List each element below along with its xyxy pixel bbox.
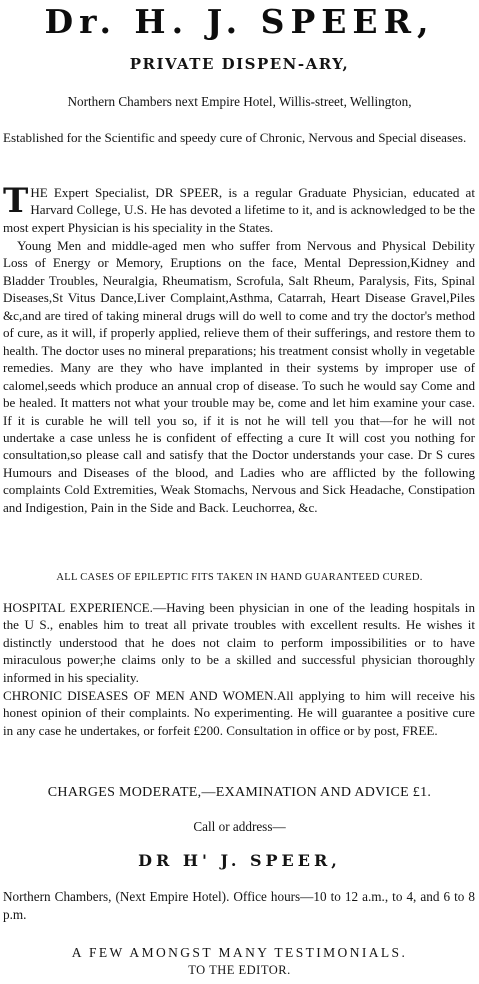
chronic-diseases-paragraph <box>3 687 475 739</box>
advert-title: Dr. H. J. SPEER, <box>44 2 435 41</box>
testimonials-heading: A FEW AMONGST MANY TESTIMONIALS. <box>71 945 408 960</box>
charges-line: CHARGES MODERATE,—EXAMINATION AND ADVICE £1. <box>47 785 432 800</box>
advert-subtitle: PRIVATE DISPEN-ARY, <box>129 55 350 73</box>
address-line: Northern Chambers next Empire Hotel, Willis-street, Wellington, <box>67 94 412 109</box>
drop-cap-letter: T <box>3 181 29 221</box>
doctor-name-signature: DR H' J. SPEER, <box>138 851 341 870</box>
hospital-text: —Having been physician in one of the leading hospitals in the U S., enables him to treat all private troubles with excellent results. He wishes it distinctly understood that he does not claim to perform impossibilities or to have miraculous power;he claims only to be a skilled and successful physician thoroughly informed in his speciality. <box>3 600 475 685</box>
to-the-editor-heading: TO THE EDITOR. <box>188 963 291 977</box>
chronic-heading: CHRONIC DISEASES OF MEN AND WOMEN. <box>3 688 277 703</box>
call-or-address-line: Call or address— <box>193 819 286 834</box>
chronic-text: All applying to him will receive his honest opinion of their complaints. No experimenting. He will guarantee a positive cure in any case he undertakes, or forfeit £200. Consultation in office or by post, FREE. <box>3 688 475 738</box>
hospital-heading: HOSPITAL EXPERIENCE. <box>3 600 153 615</box>
hospital-experience-paragraph <box>3 599 475 686</box>
intro-text: HE Expert Specialist, DR SPEER, is a regular Graduate Physician, educated at Harvard College, U.S. He has devoted a lifetime to it, and is acknowledged to be the most expert Physician is his speciality in the States. <box>3 185 475 235</box>
epileptic-guarantee-line: ALL CASES OF EPILEPTIC FITS TAKEN IN HAND GUARANTEED CURED. <box>56 572 423 583</box>
main-paragraph: Young Men and middle-aged men who suffer from Nervous and Physical Debility Loss of Energy or Memory, Eruptions on the face, Mental Depression,Kidney and Bladder Troubles, Neuralgia, Rheumatism, Scrofula, Salt Rheum, Paralysis, Fits, Spinal Diseases,St Vitus Dance,Liver Complaint,Asthma, Catarrah, Heart Disease Gravel,Piles &c,and are tired of taking mineral drugs will do well to come and try the doctor's method of cure, as it will, if properly applied, relieve them of their sufferings, and restore them to health. The doctor uses no mineral preparations; his treatment consist wholly in vegetable remedies. Many are they who have implanted in their systems by improper use of calomel,seeds which produce an annual crop of disease. To such he would say Come and be healed. It matters not what your trouble may be, come and let him examine your case. If it is curable he will tell you so, if it is not he will tell you that—for he will not undertake a case unless he is confident of effecting a cure It will cost you nothing for consultation,so please call and satisfy that the Doctor understands your case. Dr S cures Humours and Diseases of the blood, and Ladies who are afflicted by the following complaints Cold Extremities, Weak Stomachs, Nervous and Sick Headache, Constipation and Indigestion, Pain in the Side and Back. Leuchorrea, &c. <box>3 238 475 515</box>
established-paragraph: Established for the Scientific and speedy cure of Chronic, Nervous and Special diseases. <box>3 130 467 145</box>
intro-paragraph <box>3 181 475 236</box>
office-hours-paragraph: Northern Chambers, (Next Empire Hotel). Office hours—10 to 12 a.m., to 4, and 6 to 8 p.m. <box>3 889 475 922</box>
